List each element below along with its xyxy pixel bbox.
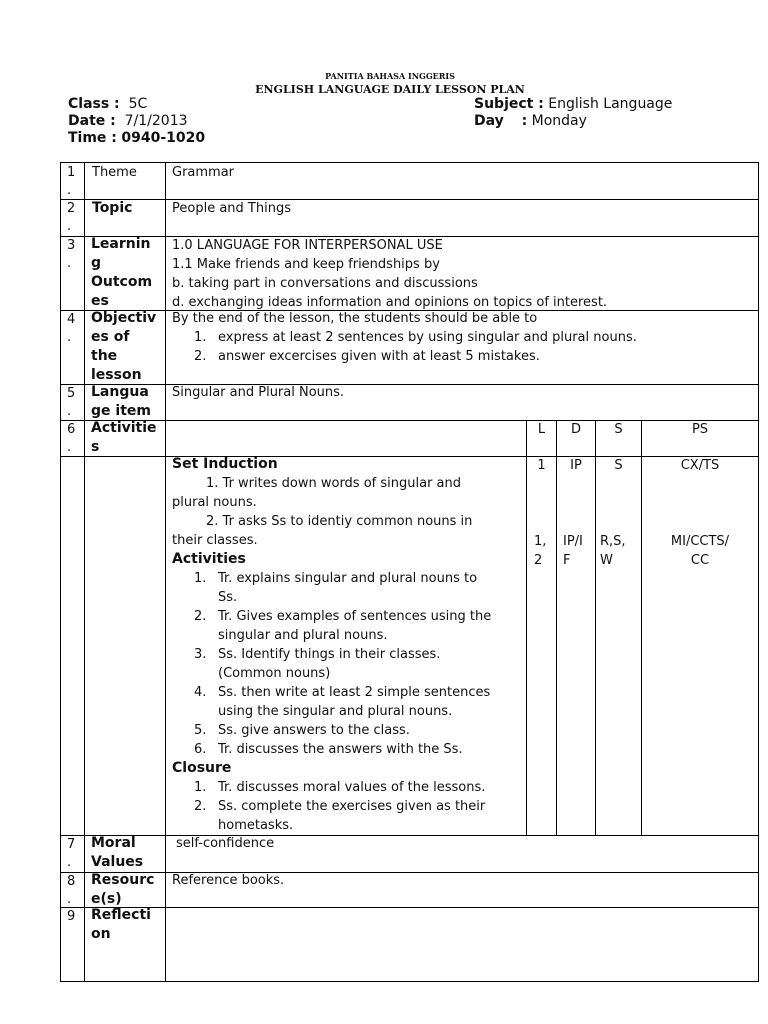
- meta-ps: MI/CCTS/ CC: [670, 534, 730, 568]
- objective-text: answer excercises given with at least 5 mistakes.: [218, 349, 540, 364]
- learning-outcomes: [172, 236, 607, 312]
- col-border: [556, 420, 557, 835]
- activities-title: Activities: [172, 551, 246, 567]
- list-item: 1. Tr. discusses moral values of the lessons.: [194, 780, 486, 795]
- row-label: Objectiv es of the lesson: [91, 310, 157, 383]
- meta-d: IP: [570, 458, 582, 473]
- row-content: self-confidence: [176, 836, 275, 851]
- objective-text: express at least 2 sentences by using singular and plural nouns.: [218, 330, 637, 345]
- list-item: 3. Ss. Identify things in their classes. (Common nouns): [194, 647, 441, 681]
- row-label: Topic: [92, 200, 133, 216]
- col-header-s: S: [614, 422, 623, 437]
- row-number: 3 .: [67, 238, 76, 271]
- row-label: Moral Values: [91, 835, 144, 870]
- document-title: ENGLISH LANGUAGE DAILY LESSON PLAN: [255, 83, 525, 96]
- time-label: Time :: [68, 130, 117, 146]
- subject-label: Subject :: [474, 96, 544, 112]
- row-label: Activitie s: [91, 420, 157, 455]
- list-item: 2. Tr. Gives examples of sentences using the singular and plural nouns.: [194, 609, 492, 643]
- col-border: [165, 162, 166, 982]
- col-border: [84, 162, 85, 982]
- row-number: 2 .: [67, 201, 76, 234]
- set-induction-title: Set Induction: [172, 456, 278, 472]
- item-text: Tr asks Ss to identiy common nouns in: [222, 514, 473, 529]
- row-label: Reflecti on: [91, 907, 151, 942]
- set-induction-item: [172, 474, 522, 493]
- date-value: 7/1/2013: [124, 113, 188, 129]
- subject-value: English Language: [548, 96, 673, 112]
- closure-list: [172, 778, 522, 835]
- outcome-line: 1.0 LANGUAGE FOR INTERPERSONAL USE: [172, 238, 443, 253]
- row-label: Theme: [92, 165, 137, 180]
- item-text: Tr writes down words of singular and: [222, 476, 462, 491]
- col-header-ps: PS: [691, 422, 709, 437]
- item-continuation: plural nouns.: [172, 495, 257, 510]
- item-number: 2.: [206, 514, 219, 529]
- row-number: 1 .: [67, 165, 76, 198]
- row-number: 6 .: [67, 422, 76, 455]
- objective-item: 1. express at least 2 sentences by using singular and plural nouns.: [194, 330, 637, 345]
- day-colon: :: [521, 113, 528, 129]
- objective-item: 2. answer excercises given with at least 5 mistakes.: [194, 349, 540, 364]
- row-label: Langua ge item: [91, 384, 151, 419]
- day-label: Day: [474, 113, 504, 129]
- outcome-line: 1.1 Make friends and keep friendships by: [172, 257, 440, 272]
- row-label: Learnin g Outcom es: [91, 236, 153, 309]
- list-item: 1. Tr. explains singular and plural nouns to Ss.: [194, 571, 478, 605]
- day-value: Monday: [531, 113, 587, 129]
- day-line: [474, 113, 587, 130]
- row-number: 9: [67, 909, 76, 924]
- time-value: 0940-1020: [121, 130, 206, 146]
- objectives-intro: By the end of the lesson, the students should be able to: [172, 311, 538, 326]
- set-induction-item: [172, 512, 522, 531]
- col-border: [526, 420, 527, 835]
- time-line: [68, 130, 205, 147]
- row-number: 8 .: [67, 874, 76, 907]
- row-content: Reference books.: [172, 873, 285, 888]
- col-border: [60, 162, 61, 982]
- subject-line: [474, 96, 672, 113]
- row-label: Resourc e(s): [91, 872, 155, 907]
- col-header-l: L: [537, 422, 546, 437]
- row-number: 5 .: [67, 386, 76, 419]
- row-content: Grammar: [172, 165, 235, 180]
- meta-l: 1: [537, 458, 546, 473]
- item-continuation: their classes.: [172, 533, 258, 548]
- class-value: 5C: [128, 96, 148, 112]
- class-label: Class :: [68, 96, 120, 112]
- col-header-d: D: [570, 422, 581, 437]
- panel-title: PANITIA BAHASA INGGERIS: [325, 71, 455, 81]
- closure-title: Closure: [172, 760, 232, 776]
- row-content: People and Things: [172, 201, 291, 216]
- col-border: [595, 420, 596, 835]
- activities-content: [172, 455, 522, 835]
- date-line: [68, 113, 188, 130]
- item-number: 1.: [206, 476, 219, 491]
- list-item: 4. Ss. then write at least 2 simple sentences using the singular and plural nouns.: [194, 685, 491, 719]
- outcome-line: d. exchanging ideas information and opinions on topics of interest.: [172, 295, 608, 310]
- meta-s: S: [614, 458, 623, 473]
- meta-d: IP/I F: [563, 534, 583, 568]
- objectives: [172, 309, 752, 366]
- row-content: Singular and Plural Nouns.: [172, 385, 345, 400]
- meta-ps: CX/TS: [680, 458, 720, 473]
- col-border: [758, 162, 759, 982]
- outcome-line: b. taking part in conversations and discussions: [172, 276, 478, 291]
- date-label: Date :: [68, 113, 116, 129]
- lesson-plan-table: [60, 162, 759, 982]
- col-border: [641, 420, 642, 835]
- meta-s: R,S, W: [600, 534, 626, 568]
- list-item: 6. Tr. discusses the answers with the Ss.: [194, 742, 463, 757]
- row-number: 7 .: [67, 837, 76, 870]
- list-item: 5. Ss. give answers to the class.: [194, 723, 410, 738]
- activities-list: [172, 569, 522, 759]
- row-number: 4 .: [67, 312, 76, 345]
- meta-l: 1, 2: [534, 534, 547, 568]
- list-item: 2. Ss. complete the exercises given as their hometasks.: [194, 799, 486, 833]
- class-line: [68, 96, 147, 113]
